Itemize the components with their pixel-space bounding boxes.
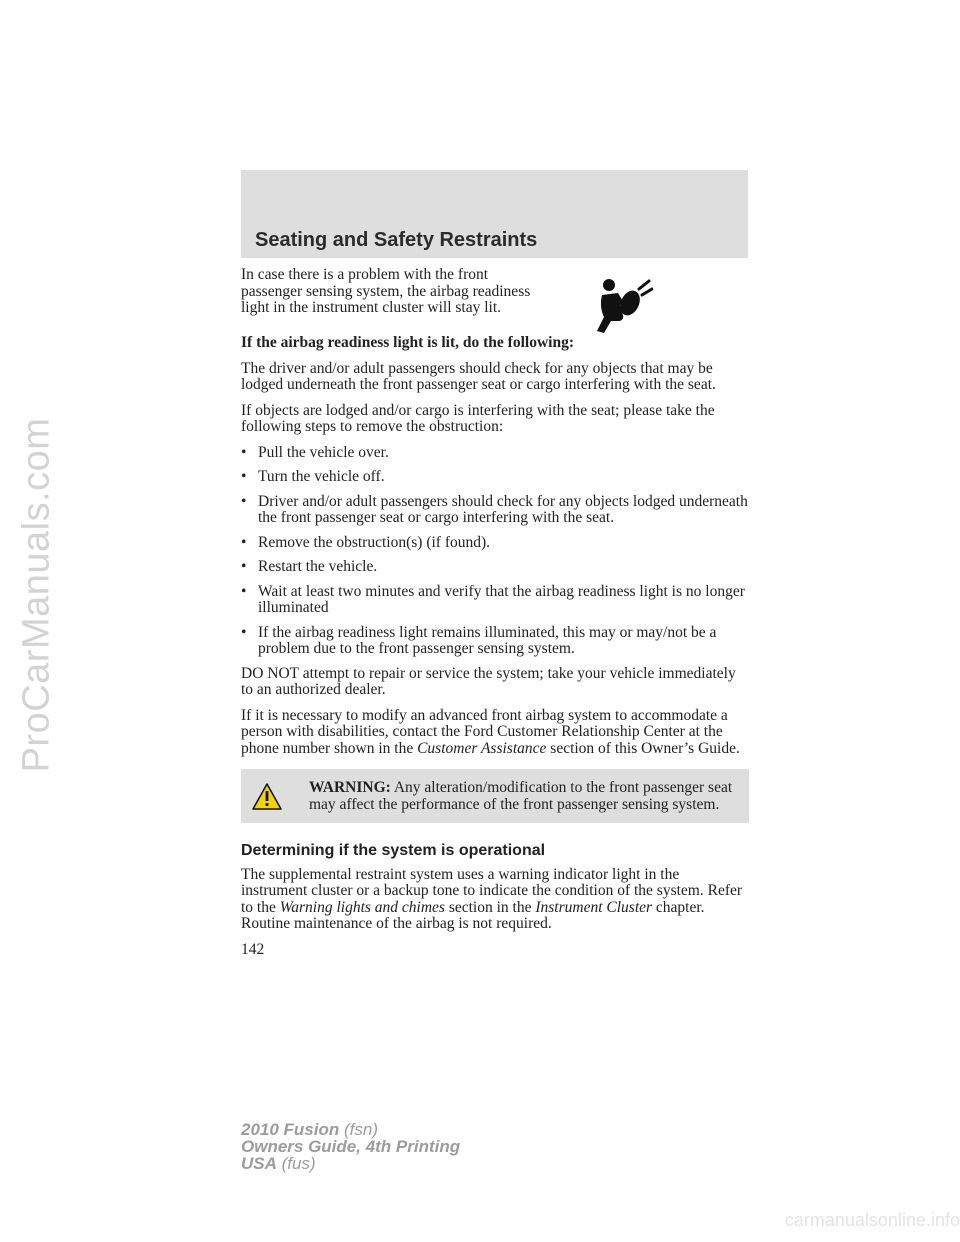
bullet-dot: •	[241, 558, 247, 575]
page-number: 142	[241, 940, 265, 958]
steps-list	[241, 445, 749, 658]
bullet-dot: •	[241, 582, 247, 600]
footer-model-code: (fsn)	[339, 1120, 378, 1139]
list-item-text: Turn the vehicle off.	[258, 468, 385, 485]
warning-text	[249, 780, 741, 813]
warning-box	[241, 769, 749, 823]
list-item	[241, 625, 749, 658]
lit-heading: If the airbag readiness light is lit, do the following:	[241, 334, 574, 351]
list-item-text: Restart the vehicle.	[258, 558, 378, 575]
srs-text-2: section in the	[444, 898, 536, 916]
instrument-cluster-ref: Instrument Cluster	[535, 898, 653, 916]
list-item-text: If the airbag readiness light remains illuminated, this may or may/not be a problem due to the front passenger sensing system.	[258, 623, 717, 657]
list-item	[241, 494, 749, 527]
intro-paragraph: In case there is a problem with the front passenger sensing system, the airbag readiness light in the instrument cluster will stay lit.	[241, 266, 531, 316]
check-paragraph: The driver and/or adult passengers should check for any objects that may be lodged underneath the front passenger seat or cargo interfering with the seat.	[241, 359, 716, 393]
side-watermark	[12, 235, 62, 955]
footer-line-guide	[241, 1138, 460, 1155]
srs-paragraph	[241, 867, 749, 933]
intro-row	[241, 267, 749, 335]
list-item	[241, 584, 749, 617]
footer-watermark: carmanualsonline.info	[784, 1210, 960, 1230]
warning-label: WARNING:	[309, 779, 391, 796]
list-item-text: Driver and/or adult passengers should check for any objects lodged underneath the front passenger seat or cargo interfering with the seat.	[258, 492, 748, 526]
customer-assistance-ref: Customer Assistance	[417, 739, 547, 757]
bullet-dot: •	[241, 623, 247, 641]
list-item-text: Remove the obstruction(s) (if found).	[258, 533, 491, 551]
list-item-text: Pull the vehicle over.	[258, 443, 389, 461]
list-item	[241, 469, 749, 486]
list-item-text: Wait at least two minutes and verify that the airbag readiness light is no longer illuminated	[258, 582, 745, 616]
modify-text: If it is necessary to modify an advanced front airbag system to accommodate a person with disabilities, contact the Ford Customer Relationship Center at the phone number shown in the	[241, 706, 728, 757]
section-heading: Determining if the system is operational	[241, 842, 546, 859]
side-watermark-text: ProCarManuals.com	[15, 417, 58, 773]
footer-line-market	[241, 1155, 460, 1172]
steps-paragraph: If objects are lodged and/or cargo is interfering with the seat; please take the following steps to remove the obstruction:	[241, 401, 715, 435]
footer-market-code: (fus)	[276, 1154, 316, 1173]
footer-line-model	[241, 1121, 460, 1138]
warning-lights-ref: Warning lights and chimes	[279, 898, 445, 916]
footer-printing-info	[241, 1121, 460, 1172]
srs-text-1: The supplemental restraint system uses a warning indicator light in the instrument cluster or a backup tone to indicate the condition of the system. Refer to the	[241, 865, 743, 916]
srs-text-3: chapter. Routine maintenance of the airbag is not required.	[241, 898, 705, 932]
airbag-readiness-icon	[593, 275, 653, 335]
bullet-dot: •	[241, 533, 247, 551]
bullet-dot: •	[241, 443, 247, 461]
page-title: Seating and Safety Restraints	[255, 229, 538, 251]
modify-text-end: section of this Owner’s Guide.	[546, 739, 740, 757]
bullet-dot: •	[241, 468, 247, 485]
bullet-dot: •	[241, 492, 247, 510]
warning-body: Any alteration/modification to the front passenger seat may affect the performance of the front passenger sensing system.	[309, 779, 733, 813]
footer-model: 2010 Fusion	[241, 1120, 340, 1139]
warning-triangle-icon	[252, 783, 282, 810]
do-not-paragraph: DO NOT attempt to repair or service the system; take your vehicle immediately to an authorized dealer.	[241, 664, 736, 698]
section-header	[241, 170, 748, 258]
list-item	[241, 559, 749, 576]
list-item	[241, 535, 749, 552]
footer-guide: Owners Guide, 4th Printing	[241, 1137, 461, 1156]
footer-market: USA	[241, 1154, 277, 1173]
page-body	[241, 267, 749, 958]
modify-paragraph	[241, 708, 749, 758]
list-item	[241, 445, 749, 462]
